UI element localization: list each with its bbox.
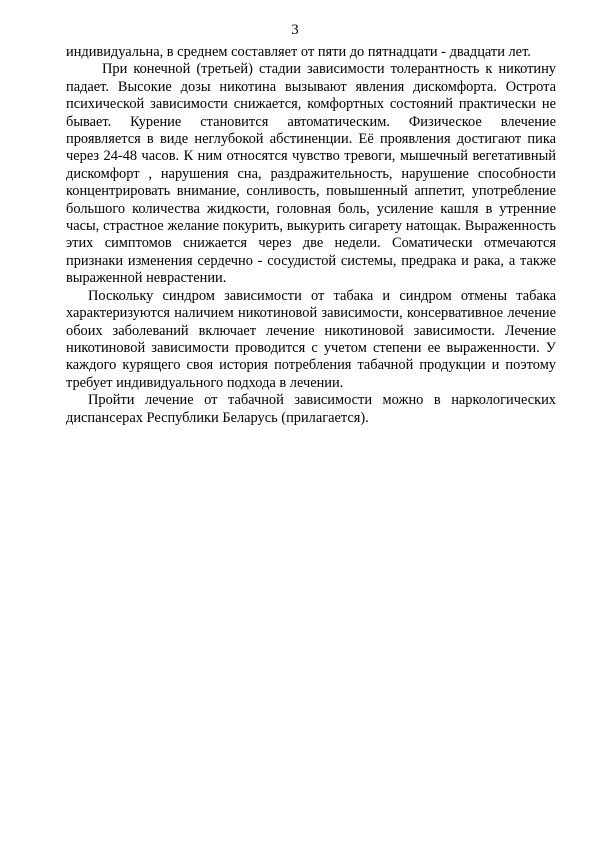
document-body: [66, 44, 556, 427]
paragraph-dispensaries: Пройти лечение от табачной зависимости можно в наркологических диспансерах Республики Беларусь (прилагается).: [66, 392, 556, 426]
page-number: 3: [291, 22, 299, 38]
paragraph-continuation: индивидуальна, в среднем составляет от пяти до пятнадцати - двадцати лет.: [66, 44, 531, 60]
paragraph-treatment: Поскольку синдром зависимости от табака и синдром отмены табака характеризуются наличием никотиновой зависимости, консервативное лечение обоих заболеваний включает лечение никотиновой зависимости. Лечение никотиновой зависимости проводится с учетом степени ее выраженности. У каждого курящего своя история потребления табачной продукции и поэтому требует индивидуального подхода в лечении.: [66, 287, 556, 391]
paragraph-final-stage: При конечной (третьей) стадии зависимости толерантность к никотину падает. Высокие дозы никотина вызывают явления дискомфорта. Острота психической зависимости снижается, комфортных состояний практически не бывает. Курение становится автоматическим. Физическое влечение проявляется в виде неглубокой абстиненции. Её проявления достигают пика через 24-48 часов. К ним относятся чувство тревоги, мышечный вегетативный дискомфорт , нарушения сна, раздражительность, нарушение способности концентрировать внимание, сонливость, повышенный аппетит, употребление большого количества жидкости, головная боль, усиление кашля в утренние часы, страстное желание покурить, выкурить сигарету натощак. Выраженность этих симптомов снижается через две недели. Соматически отмечаются признаки изменения сердечно - сосудистой системы, предрака и рака, а также выраженной неврастении.: [66, 61, 556, 287]
